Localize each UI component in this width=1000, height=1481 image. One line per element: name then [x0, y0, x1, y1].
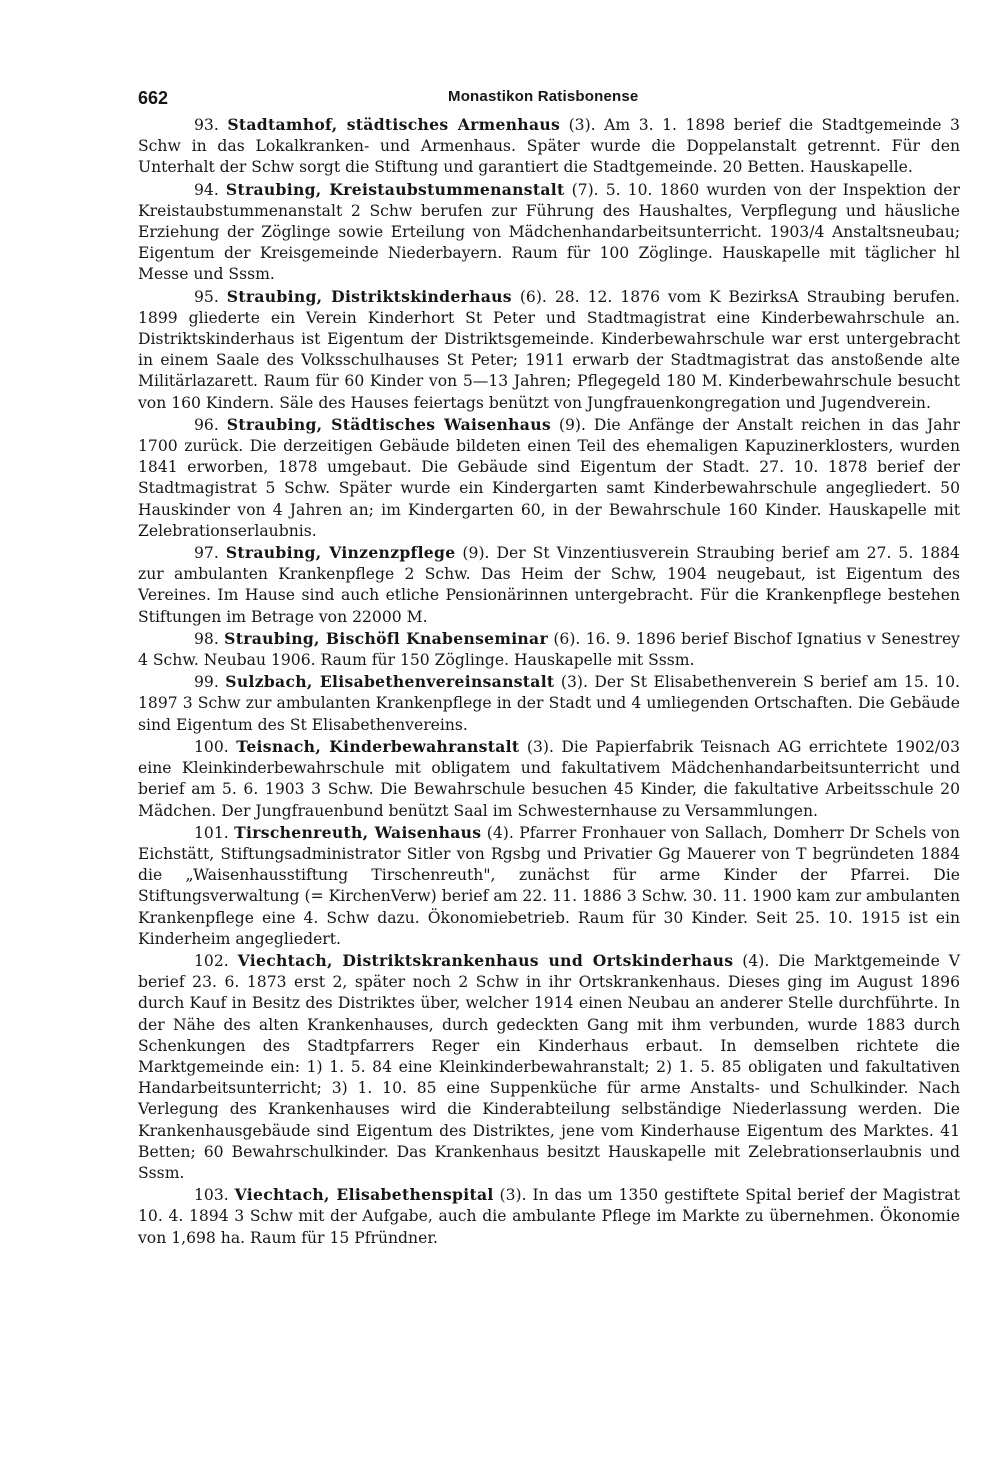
entry-101 [138, 822, 960, 950]
entry-title: Straubing, Bischöfl Knabenseminar [224, 628, 548, 648]
entry-title: Straubing, Kreistaubstummenanstalt [225, 179, 565, 199]
running-head [138, 80, 960, 114]
entry-text: (9). Der St Vinzentiusverein Straubing berief am 27. 5. 1884 zur ambulanten Krankenpflege 2 Schw. Das Heim der Schw, 1904 neugebaut, ist Eigentum des Vereines. Im Hause sind auch etliche Pensionärinnen untergebracht. Für die Krankenpflege bestehen Stiftungen im Betrage von 22000 M. [138, 544, 960, 626]
entry-text: (3). In das um 1350 gestiftete Spital berief der Magistrat 10. 4. 1894 3 Schw mit der Aufgabe, auch die ambulante Pflege im Markte zu übernehmen. Ökonomie von 1,698 ha. Raum für 15 Pfründner. [138, 1186, 960, 1247]
entry-number: 94. [194, 180, 219, 199]
entry-text: (3). Der St Elisabethenverein S berief am 15. 10. 1897 3 Schw zur ambulanten Krankenpflege in der Stadt und 4 umliegenden Ortschaften. Die Gebäude sind Eigentum des St Elisabethenvereins. [138, 673, 960, 734]
entry-number: 97. [194, 544, 219, 563]
entry-title: Tirschenreuth, Waisenhaus [234, 822, 482, 842]
body-text [138, 114, 960, 1249]
entry-text: (9). Die Anfänge der Anstalt reichen in das Jahr 1700 zurück. Die derzeitigen Gebäude bildeten einen Teil des ehemaligen Kapuzinerklosters, wurden 1841 erworben, 1878 umgebaut. Die Gebäude sind Eigentum der Stadt. 27. 10. 1878 berief der Stadtmagistrat 5 Schw. Später wurde ein Kindergarten samt Kinderbewahrschule angegliedert. 50 Hauskinder von 4 Jahren an; im Kindergarten 60, in der Bewahrschule 160 Kinder. Hauskapelle mit Zelebrationserlaubnis. [138, 415, 960, 540]
entry-99 [138, 671, 960, 736]
entry-number: 99. [194, 673, 219, 692]
entry-title: Stadtamhof, städtisches Armenhaus [227, 115, 561, 134]
running-title: Monastikon Ratisbonense [448, 88, 639, 105]
entry-103 [138, 1184, 960, 1249]
entry-number: 103. [194, 1186, 229, 1205]
entry-number: 96. [194, 415, 219, 434]
entry-number: 100. [194, 737, 229, 756]
entry-title: Viechtach, Distriktskrankenhaus und Ortskinderhaus [237, 950, 734, 970]
page-number: 662 [138, 88, 169, 108]
entry-96 [138, 414, 960, 542]
entry-number: 101. [194, 823, 229, 842]
entry-number: 102. [194, 951, 229, 970]
entry-text: (3). Am 3. 1. 1898 berief die Stadtgemeinde 3 Schw in das Lokalkranken- und Armenhaus. Später wurde die Doppelanstalt getrennt. Für den Unterhalt der Schw sorgt die Stiftung und garantiert die Stadtgemeinde. 20 Betten. Hauskapelle. [138, 116, 960, 177]
entry-100 [138, 736, 960, 822]
entry-title: Straubing, Vinzenzpflege [225, 543, 456, 563]
entry-98 [138, 628, 960, 671]
entry-number: 93. [194, 116, 219, 134]
entry-text: (4). Die Marktgemeinde V berief 23. 6. 1873 erst 2, später noch 2 Schw in ihr Ortskrankenhaus. Dieses ging im August 1896 durch Kauf in Besitz des Distriktes über, welcher 1914 einen Neubau an anderer Stelle durchführte. In der Nähe des alten Krankenhauses, durch gedeckten Gang mit ihm verbunden, wurde 1883 durch Schenkungen des Stadtpfarrers Reger ein Kinderhaus erbaut. In demselben richtete die Marktgemeinde ein: 1) 1. 5. 84 eine Kleinkinderbewahranstalt; 2) 1. 5. 85 obligaten und fakultativen Handarbeitsunterricht; 3) 1. 10. 85 eine Suppenküche für arme Anstalts- und Schulkinder. Nach Verlegung des Krankenhauses wird die Kinderabteilung selbständige Niederlassung werden. Die Krankenhausgebäude sind Eigentum des Distriktes, jene vom Kinderhause Eigentum des Marktes. 41 Betten; 60 Bewahrschulkinder. Das Krankenhaus besitzt Hauskapelle mit Zelebrationserlaubnis und Sssm. [138, 951, 960, 1182]
entry-95 [138, 286, 960, 414]
entry-text: (6). 28. 12. 1876 vom K BezirksA Straubing berufen. 1899 gliederte ein Verein Kinderhort St Peter und Stadtmagistrat eine Kinderbewahrschule an. Distriktskinderhaus ist Eigentum der Distriktsgemeinde. Kinderbewahrschule war erst untergebracht in einem Saale des Volksschulhauses St Peter; 1911 erwarb der Stadtmagistrat das anstoßende alte Militärlazarett. Raum für 60 Kinder von 5—13 Jahren; Pflegegeld 180 M. Kinderbewahrschule besucht von 160 Kindern. Säle des Hauses feiertags benützt von Jungfrauenkongregation und Jugendverein. [138, 287, 960, 412]
entry-93 [138, 114, 960, 179]
entry-text: (4). Pfarrer Fronhauer von Sallach, Domherr Dr Schels von Eichstätt, Stiftungsadministrator Sitler von Rgsbg und Privatier Gg Mauerer von T begründeten 1884 die „Waisenhausstiftung Tirschenreuth", zunächst für arme Kinder der Pfarrei. Die Stiftungsverwaltung (= KirchenVerw) berief am 22. 11. 1886 3 Schw. 30. 11. 1900 kam zur ambulanten Krankenpflege eine 4. Schw dazu. Ökonomiebetrieb. Raum für 30 Kinder. Seit 25. 10. 1915 ist ein Kinderheim angegliedert. [138, 823, 960, 948]
entry-title: Sulzbach, Elisabethenvereinsanstalt [225, 672, 555, 692]
entry-text: (3). Die Papierfabrik Teisnach AG errichtete 1902/03 eine Kleinkinderbewahrschule mit obligatem und fakultativem Mädchenhandarbeitsunterricht und berief am 5. 6. 1903 3 Schw. Die Bewahrschule besuchen 45 Kinder, die fakultative Arbeitsschule 20 Mädchen. Der Jungfrauenbund benützt Saal im Schwesternhause zu Versammlungen. [138, 737, 960, 820]
entry-97 [138, 542, 960, 628]
entry-title: Straubing, Städtisches Waisenhaus [226, 414, 551, 434]
entry-number: 95. [194, 287, 219, 306]
entry-text: (7). 5. 10. 1860 wurden von der Inspektion der Kreistaubstummenanstalt 2 Schw berufen zur Führung des Haushaltes, Verpflegung und häusliche Erziehung der Zöglinge sowie Erteilung von Mädchenhandarbeitsunterricht. 1903/4 Anstaltsneubau; Eigentum der Kreisgemeinde Niederbayern. Raum für 100 Zöglinge. Hauskapelle mit täglicher hl Messe und Sssm. [138, 180, 960, 284]
entry-title: Straubing, Distriktskinderhaus [226, 286, 512, 306]
entry-number: 98. [194, 629, 219, 648]
entry-102 [138, 950, 960, 1184]
entry-text: (6). 16. 9. 1896 berief Bischof Ignatius v Senestrey 4 Schw. Neubau 1906. Raum für 150 Zöglinge. Hauskapelle mit Sssm. [138, 629, 960, 670]
entry-title: Teisnach, Kinderbewahranstalt [236, 736, 520, 756]
entry-94 [138, 179, 960, 286]
entry-title: Viechtach, Elisabethenspital [234, 1185, 494, 1205]
